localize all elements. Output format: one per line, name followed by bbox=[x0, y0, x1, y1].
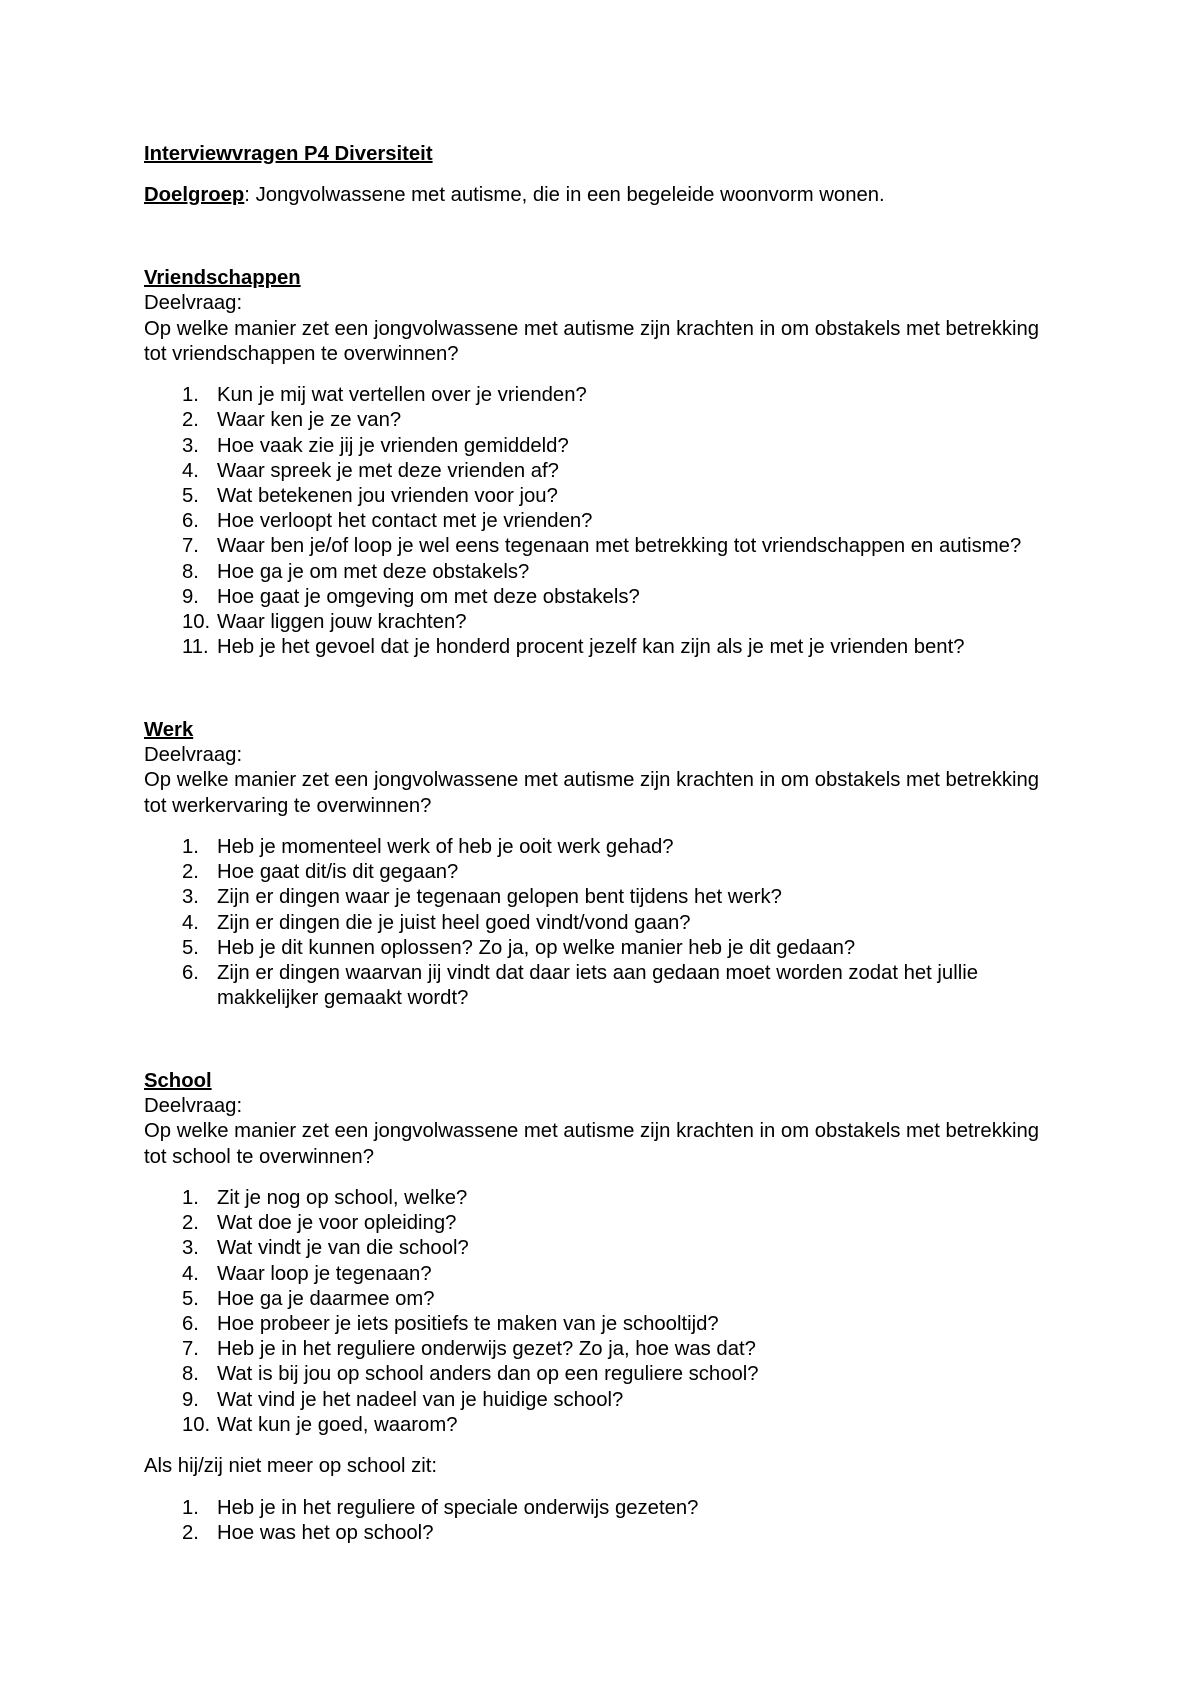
target-group-label: Doelgroep bbox=[144, 184, 245, 207]
question-number: 7. bbox=[182, 1338, 199, 1361]
question-number: 10. bbox=[182, 610, 211, 633]
school-followup bbox=[144, 1454, 1055, 1546]
question-text: Wat vind je het nadeel van je huidige school? bbox=[217, 1388, 624, 1411]
followup-intro: Als hij/zij niet meer op school zit: bbox=[144, 1455, 438, 1478]
question-number: 5. bbox=[182, 1287, 199, 1310]
question-item bbox=[144, 459, 1055, 484]
question-item bbox=[144, 1496, 1055, 1521]
question-text: Hoe was het op school? bbox=[217, 1521, 434, 1544]
question-text: Zijn er dingen waar je tegenaan gelopen bent tijdens het werk? bbox=[217, 886, 782, 909]
subquestion-label: Deelvraag: bbox=[144, 292, 243, 315]
question-text: Heb je dit kunnen oplossen? Zo ja, op welke manier heb je dit gedaan? bbox=[217, 936, 856, 959]
question-text: Heb je in het reguliere onderwijs gezet? Zo ja, hoe was dat? bbox=[217, 1338, 756, 1361]
section-intro bbox=[144, 266, 1055, 367]
document-body bbox=[144, 142, 1055, 1562]
question-list bbox=[144, 835, 1055, 1011]
section-intro bbox=[144, 718, 1055, 819]
question-number: 2. bbox=[182, 1521, 199, 1544]
question-number: 6. bbox=[182, 961, 199, 984]
section-heading-line bbox=[144, 1069, 1055, 1094]
question-item bbox=[144, 1521, 1055, 1546]
question-number: 8. bbox=[182, 560, 199, 583]
question-item bbox=[144, 860, 1055, 885]
question-number: 4. bbox=[182, 911, 199, 934]
section-heading: Vriendschappen bbox=[144, 267, 301, 290]
question-number: 8. bbox=[182, 1363, 199, 1386]
question-text: Waar loop je tegenaan? bbox=[217, 1262, 432, 1285]
section-school bbox=[144, 1069, 1055, 1438]
question-number: 1. bbox=[182, 1186, 199, 1209]
document-title: Interviewvragen P4 Diversiteit bbox=[144, 143, 433, 165]
question-item bbox=[144, 885, 1055, 910]
question-number: 10. bbox=[182, 1413, 211, 1436]
question-text: Hoe ga je daarmee om? bbox=[217, 1287, 435, 1310]
question-item bbox=[144, 560, 1055, 585]
question-text: Waar ben je/of loop je wel eens tegenaan met betrekking tot vriendschappen en autisme? bbox=[217, 535, 1022, 558]
subquestion-text: Op welke manier zet een jongvolwassene met autisme zijn krachten in om obstakels met betrekking tot school te overwinnen? bbox=[144, 1120, 1040, 1168]
subquestion-text: Op welke manier zet een jongvolwassene met autisme zijn krachten in om obstakels met betrekking tot vriendschappen te overwinnen? bbox=[144, 317, 1040, 365]
question-item bbox=[144, 835, 1055, 860]
question-number: 6. bbox=[182, 510, 199, 533]
question-text: Kun je mij wat vertellen over je vrienden? bbox=[217, 384, 587, 407]
question-number: 1. bbox=[182, 384, 199, 407]
section-vriendschappen bbox=[144, 266, 1055, 660]
question-text: Hoe gaat dit/is dit gegaan? bbox=[217, 861, 459, 884]
question-item bbox=[144, 911, 1055, 936]
question-text: Wat vindt je van die school? bbox=[217, 1237, 469, 1260]
question-text: Zijn er dingen waarvan jij vindt dat daar iets aan gedaan moet worden zodat het jullie makkelijker gemaakt wordt? bbox=[217, 961, 979, 1010]
question-item bbox=[144, 936, 1055, 961]
question-text: Zijn er dingen die je juist heel goed vindt/vond gaan? bbox=[217, 911, 691, 934]
section-heading: School bbox=[144, 1069, 212, 1092]
question-text: Wat is bij jou op school anders dan op een reguliere school? bbox=[217, 1363, 759, 1386]
question-number: 7. bbox=[182, 535, 199, 558]
target-group-line bbox=[144, 183, 1055, 208]
question-item bbox=[144, 1211, 1055, 1236]
question-number: 6. bbox=[182, 1312, 199, 1335]
question-item bbox=[144, 610, 1055, 635]
question-text: Hoe gaat je omgeving om met deze obstakels? bbox=[217, 585, 640, 608]
question-number: 3. bbox=[182, 1237, 199, 1260]
question-item bbox=[144, 1186, 1055, 1211]
question-item bbox=[144, 484, 1055, 509]
question-number: 1. bbox=[182, 835, 199, 858]
section-werk bbox=[144, 718, 1055, 1011]
document-title-line bbox=[144, 142, 1055, 167]
question-list bbox=[144, 1186, 1055, 1438]
question-text: Heb je in het reguliere of speciale onderwijs gezeten? bbox=[217, 1496, 699, 1519]
question-item bbox=[144, 1312, 1055, 1337]
question-item bbox=[144, 585, 1055, 610]
question-number: 9. bbox=[182, 1388, 199, 1411]
question-text: Waar liggen jouw krachten? bbox=[217, 610, 467, 633]
question-item bbox=[144, 1236, 1055, 1261]
question-item bbox=[144, 1388, 1055, 1413]
question-number: 2. bbox=[182, 409, 199, 432]
question-text: Hoe probeer je iets positiefs te maken van je schooltijd? bbox=[217, 1312, 719, 1335]
empty-paragraph bbox=[144, 1028, 1055, 1053]
question-item bbox=[144, 1413, 1055, 1438]
question-number: 11. bbox=[182, 636, 209, 659]
question-text: Heb je momenteel werk of heb je ooit werk gehad? bbox=[217, 835, 674, 858]
question-number: 5. bbox=[182, 484, 199, 507]
section-heading: Werk bbox=[144, 718, 194, 741]
question-item bbox=[144, 408, 1055, 433]
question-item bbox=[144, 383, 1055, 408]
question-list bbox=[144, 383, 1055, 660]
question-number: 9. bbox=[182, 585, 199, 608]
question-text: Hoe ga je om met deze obstakels? bbox=[217, 560, 530, 583]
question-item bbox=[144, 1262, 1055, 1287]
question-item bbox=[144, 635, 1055, 660]
question-text: Wat doe je voor opleiding? bbox=[217, 1212, 457, 1235]
subquestion-label: Deelvraag: bbox=[144, 1095, 243, 1118]
question-number: 3. bbox=[182, 434, 199, 457]
question-number: 2. bbox=[182, 861, 199, 884]
question-item bbox=[144, 534, 1055, 559]
question-item bbox=[144, 961, 1055, 1011]
question-number: 5. bbox=[182, 936, 199, 959]
question-number: 2. bbox=[182, 1212, 199, 1235]
question-list bbox=[144, 1496, 1055, 1546]
question-text: Wat betekenen jou vrienden voor jou? bbox=[217, 484, 558, 507]
empty-paragraph bbox=[144, 225, 1055, 250]
question-number: 3. bbox=[182, 886, 199, 909]
target-group-text: : Jongvolwassene met autisme, die in een begeleide woonvorm wonen. bbox=[244, 184, 885, 207]
question-text: Wat kun je goed, waarom? bbox=[217, 1413, 458, 1436]
question-text: Heb je het gevoel dat je honderd procent jezelf kan zijn als je met je vrienden bent? bbox=[217, 636, 965, 659]
question-text: Zit je nog op school, welke? bbox=[217, 1186, 468, 1209]
question-number: 1. bbox=[182, 1496, 199, 1519]
question-number: 4. bbox=[182, 459, 199, 482]
question-text: Waar ken je ze van? bbox=[217, 409, 402, 432]
question-item bbox=[144, 434, 1055, 459]
question-item bbox=[144, 1362, 1055, 1387]
subquestion-text: Op welke manier zet een jongvolwassene met autisme zijn krachten in om obstakels met betrekking tot werkervaring te overwinnen? bbox=[144, 769, 1040, 817]
section-intro bbox=[144, 1069, 1055, 1170]
section-heading-line bbox=[144, 266, 1055, 291]
empty-paragraph bbox=[144, 677, 1055, 702]
question-text: Hoe verloopt het contact met je vrienden? bbox=[217, 510, 593, 533]
question-item bbox=[144, 1287, 1055, 1312]
question-number: 4. bbox=[182, 1262, 199, 1285]
section-heading-line bbox=[144, 718, 1055, 743]
subquestion-label: Deelvraag: bbox=[144, 744, 243, 767]
question-text: Waar spreek je met deze vrienden af? bbox=[217, 459, 559, 482]
question-item bbox=[144, 1337, 1055, 1362]
question-text: Hoe vaak zie jij je vrienden gemiddeld? bbox=[217, 434, 569, 457]
question-item bbox=[144, 509, 1055, 534]
